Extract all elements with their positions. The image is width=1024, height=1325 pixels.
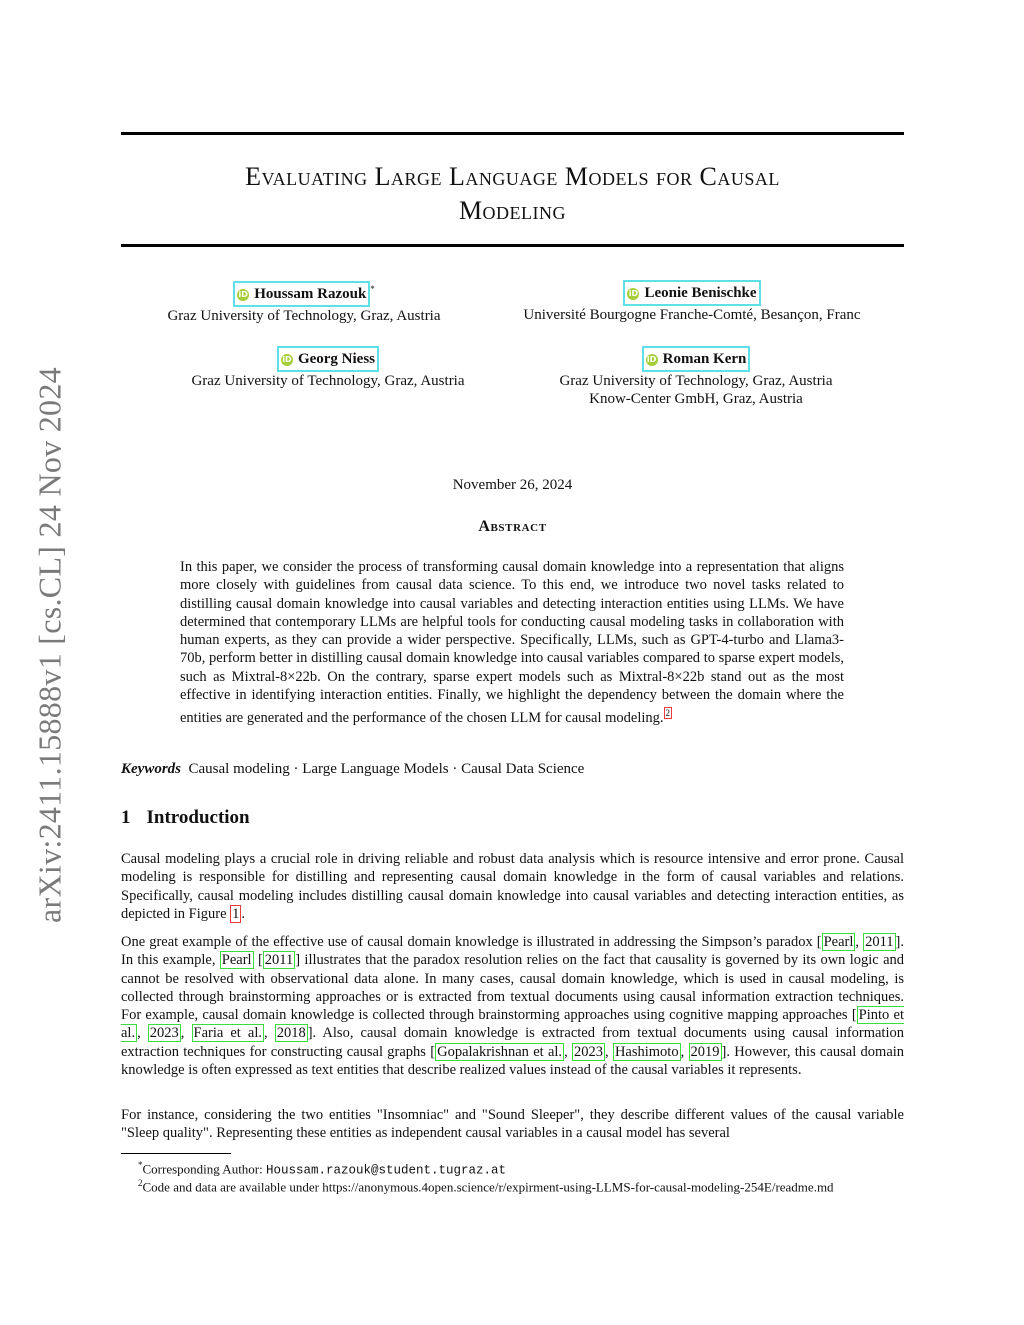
author-block-1 (121, 280, 487, 325)
title-line-1: Evaluating Large Language Models for Causal (245, 162, 780, 191)
citation-link[interactable]: 2023 (149, 1025, 179, 1042)
title-bottom-rule (121, 244, 904, 247)
footnote-2: $^2$Code and data are available under https://anonymous.4open.science/r/expirment-using-LLMS-for-causal-modeling-254E/readme.md (138, 1178, 834, 1195)
author-block-4 (513, 346, 879, 408)
author-affiliation-2: Know-Center GmbH, Graz, Austria (589, 391, 803, 407)
author-block-2 (492, 280, 892, 324)
keywords-label: Keywords (121, 761, 181, 777)
title-top-rule (121, 132, 904, 135)
citation-link[interactable]: 2011 (865, 934, 894, 950)
arxiv-identifier: arXiv:2411.15888v1 [cs.CL] 24 Nov 2024 (31, 367, 68, 923)
author-name-link[interactable]: iD Georg Niess (277, 346, 379, 372)
citation-link[interactable]: Pearl (823, 934, 854, 950)
author-name-link[interactable]: iD Houssam Razouk (233, 281, 370, 307)
citation-link[interactable]: Faria et al. (193, 1025, 262, 1042)
section-title: Introduction (146, 807, 250, 828)
author-affiliation: Graz University of Technology, Graz, Austria (191, 373, 465, 389)
citation-link[interactable]: Pinto et al. (121, 1007, 904, 1042)
footnote-email[interactable]: Houssam.razouk@student.tugraz.at (266, 1163, 507, 1178)
keywords-text: Causal modeling · Large Language Models · Causal Data Science (188, 761, 585, 777)
orcid-icon[interactable]: iD (282, 355, 292, 364)
citation-link[interactable]: Gopalakrishnan et al. (437, 1043, 563, 1060)
footnote-link[interactable]: 2 (665, 708, 671, 719)
author-name-link[interactable]: iD Roman Kern (642, 346, 751, 372)
citation-link[interactable]: 2011 (264, 952, 294, 969)
intro-paragraph-3: For instance, considering the two entities "Insomniac" and "Sound Sleeper", they describe different values of the causal variable "Sleep quality". Representing these entities as independent causal variables in a causal model has several (121, 1107, 904, 1142)
paper-title (121, 160, 904, 228)
citation-link[interactable]: 2019 (690, 1043, 720, 1060)
paper-date: November 26, 2024 (452, 477, 573, 493)
figure-ref-link[interactable]: 1 (232, 905, 240, 922)
orcid-icon[interactable]: iD (628, 289, 639, 298)
citation-link[interactable]: Hashimoto (614, 1043, 679, 1060)
intro-paragraph-2: One great example of the effective use of causal domain knowledge is illustrated in addressing the Simpson’s paradox [ Pearl , 2011 ]. In this example, Pearl [ 2011 ] illustrates that the paradox resolution relies on the fact that causality is governed by its own logic and cannot be resolved with observational data alone. In many cases, causal domain knowledge, which is used in causal modeling, is collected through brainstorming approaches or is extracted from textual documents using causal information extraction techniques. For example, causal domain knowledge is collected through brainstorming approaches using cognitive mapping approaches [ Pinto et al. , 2023 , Faria et al. , 2018 ]. Also, causal domain knowledge is extracted from textual documents using causal information extraction techniques for constructing causal graphs [ Gopalakrishnan et al. , 2023 , Hashimoto , 2019 ]. However, this causal domain knowledge is often expressed as text entities that describe realized values instead of the causal variables it represents. (121, 934, 905, 1079)
corresponding-mark: * (370, 284, 375, 294)
citation-link[interactable]: 2023 (574, 1043, 603, 1060)
author-affiliation: Graz University of Technology, Graz, Austria (559, 373, 833, 389)
section-number: 1 (121, 807, 131, 828)
abstract-body: In this paper, we consider the process of transforming causal domain knowledge into a representation that aligns more closely with guidelines from causal data science. To this end, we introduce two novel tasks related to distilling causal domain knowledge into causal variables and detecting interaction entities using LLMs. We have determined that contemporary LLMs are helpful tools for conducting causal modeling tasks in collaboration with human experts, as they can provide a wider perspective. Specifically, LLMs, such as GPT-4-turbo and Llama3-70b, perform better in distilling causal domain knowledge into causal variables compared to sparse expert models, such as Mixtral-8×22b. On the contrary, sparse expert models such as Mixtral-8×22b stand out as the most effective in identifying interaction entities. Finally, we highlight the dependency between the domain where the entities are generated and the performance of the chosen LLM for causal modeling. $^2$ (180, 559, 844, 727)
keywords-line (121, 761, 584, 778)
section-heading (121, 807, 250, 829)
author-affiliation: Graz University of Technology, Graz, Austria (167, 308, 441, 324)
orcid-icon[interactable]: iD (646, 355, 657, 364)
citation-link[interactable]: Pearl (221, 952, 252, 969)
footnote-1: *Corresponding Author: Houssam.razouk@student.tugraz.at (138, 1160, 507, 1178)
footnote-rule (121, 1153, 231, 1154)
author-name-link[interactable]: iD Leonie Benischke (623, 280, 760, 306)
author-affiliation: Université Bourgogne Franche-Comté, Besançon, Franc (523, 307, 861, 323)
orcid-icon[interactable]: iD (238, 290, 248, 299)
citation-link[interactable]: 2018 (276, 1025, 306, 1042)
title-line-2: Modeling (458, 196, 567, 225)
intro-paragraph-1: Causal modeling plays a crucial role in driving reliable and robust data analysis which is resource intensive and error prone. Causal modeling is responsible for distilling and representing causal domain knowledge in the form of causal variables and relations. Specifically, causal modeling includes distilling causal domain knowledge into causal variables and detecting interaction entities, as depicted in Figure 1 . (121, 851, 904, 922)
abstract-heading: Abstract (478, 518, 547, 535)
author-block-3 (145, 346, 511, 390)
